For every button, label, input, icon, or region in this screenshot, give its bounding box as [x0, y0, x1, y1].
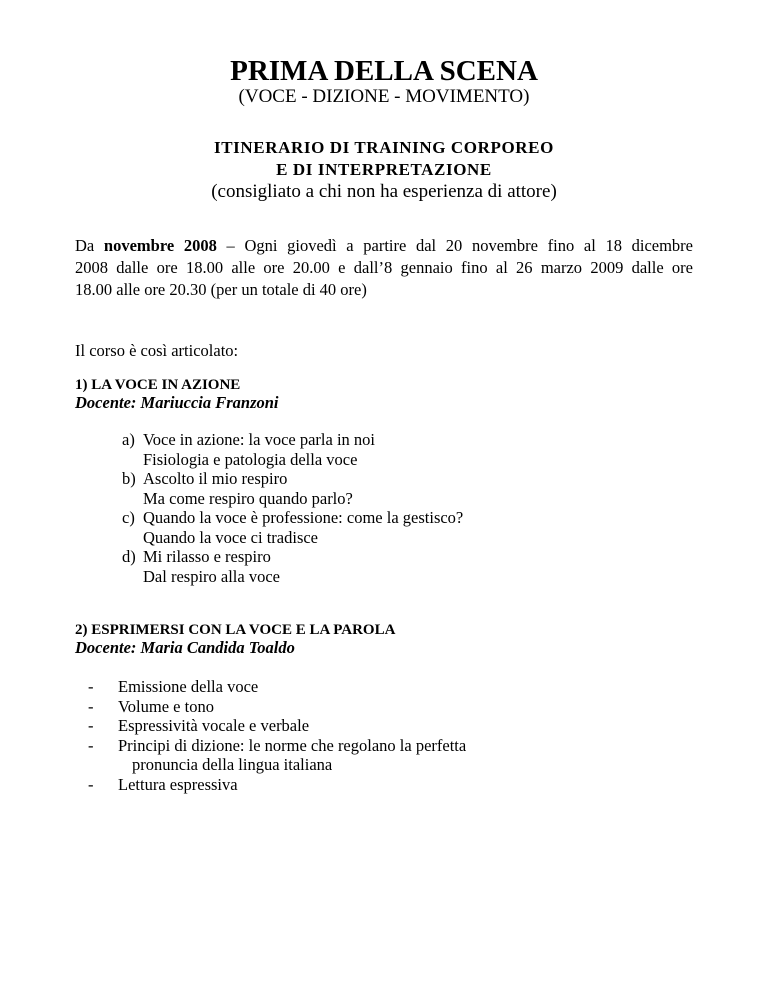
list-item-line-2: pronuncia della lingua italiana: [132, 755, 333, 774]
list-marker: -: [88, 716, 94, 735]
list-item-line-1: Quando la voce è professione: come la gestisco?: [143, 508, 464, 527]
schedule-line-1-rest: – Ogni giovedì a partire dal 20 novembre fino al 18 dicembre: [216, 236, 693, 255]
list-item: [88, 697, 466, 717]
section-2-docente: Docente: Maria Candida Toaldo: [75, 638, 295, 657]
program-heading-note: (consigliato a chi non ha esperienza di attore): [211, 181, 557, 202]
program-heading-line-1: ITINERARIO DI TRAINING CORPOREO: [214, 138, 554, 157]
list-item: [88, 677, 466, 697]
section-1-title: 1) LA VOCE IN AZIONE: [75, 377, 241, 393]
list-marker: a): [122, 430, 135, 449]
schedule-start-date: novembre 2008: [103, 236, 217, 255]
list-item: [122, 547, 463, 586]
program-heading-line-2: E DI INTERPRETAZIONE: [276, 160, 492, 179]
list-marker: d): [122, 547, 136, 566]
list-item: [122, 430, 463, 469]
list-item-line-2: Fisiologia e patologia della voce: [143, 449, 358, 469]
list-item-line-1: Voce in azione: la voce parla in noi: [143, 430, 375, 449]
list-item: [122, 469, 463, 508]
list-item-line-1: Principi di dizione: le norme che regolano la perfetta: [118, 735, 467, 755]
list-marker: -: [88, 677, 94, 696]
section-2-title: 2) ESPRIMERSI CON LA VOCE E LA PAROLA: [75, 622, 396, 638]
list-item: [88, 775, 466, 795]
list-item-line-1: Lettura espressiva: [118, 774, 238, 794]
schedule-prefix: Da: [75, 236, 104, 255]
schedule-line-3: 18.00 alle ore 20.30 (per un totale di 40 ore): [75, 280, 367, 299]
list-marker: b): [122, 469, 136, 488]
schedule-paragraph: [75, 235, 693, 301]
schedule-line-1: [75, 235, 693, 257]
list-item: [122, 508, 463, 547]
list-marker: -: [88, 774, 94, 794]
list-marker: -: [88, 696, 94, 716]
document-subtitle: (VOCE - DIZIONE - MOVIMENTO): [238, 86, 530, 107]
section-1-list: [122, 430, 463, 586]
list-item-line-2: Ma come respiro quando parlo?: [143, 488, 353, 508]
list-marker: -: [88, 735, 94, 755]
list-item-line-1: Emissione della voce: [118, 677, 259, 696]
section-2-list: [88, 677, 466, 794]
document-title: PRIMA DELLA SCENA: [230, 55, 538, 87]
list-item-line-1: Volume e tono: [118, 696, 214, 716]
section-1-docente: Docente: Mariuccia Franzoni: [75, 393, 279, 412]
list-item-line-2: Dal respiro alla voce: [143, 566, 280, 586]
schedule-line-2: 2008 dalle ore 18.00 alle ore 20.00 e dall’8 gennaio fino al 26 marzo 2009 dalle ore: [75, 258, 693, 277]
list-marker: c): [122, 508, 135, 527]
list-item-line-1: Ascolto il mio respiro: [143, 469, 288, 488]
list-item-line-1: Mi rilasso e respiro: [143, 547, 271, 566]
list-item-line-1: Espressività vocale e verbale: [118, 716, 310, 735]
list-item: [88, 736, 466, 775]
course-intro: Il corso è così articolato:: [75, 341, 239, 360]
list-item: [88, 716, 466, 736]
list-item-line-2: Quando la voce ci tradisce: [143, 527, 319, 547]
